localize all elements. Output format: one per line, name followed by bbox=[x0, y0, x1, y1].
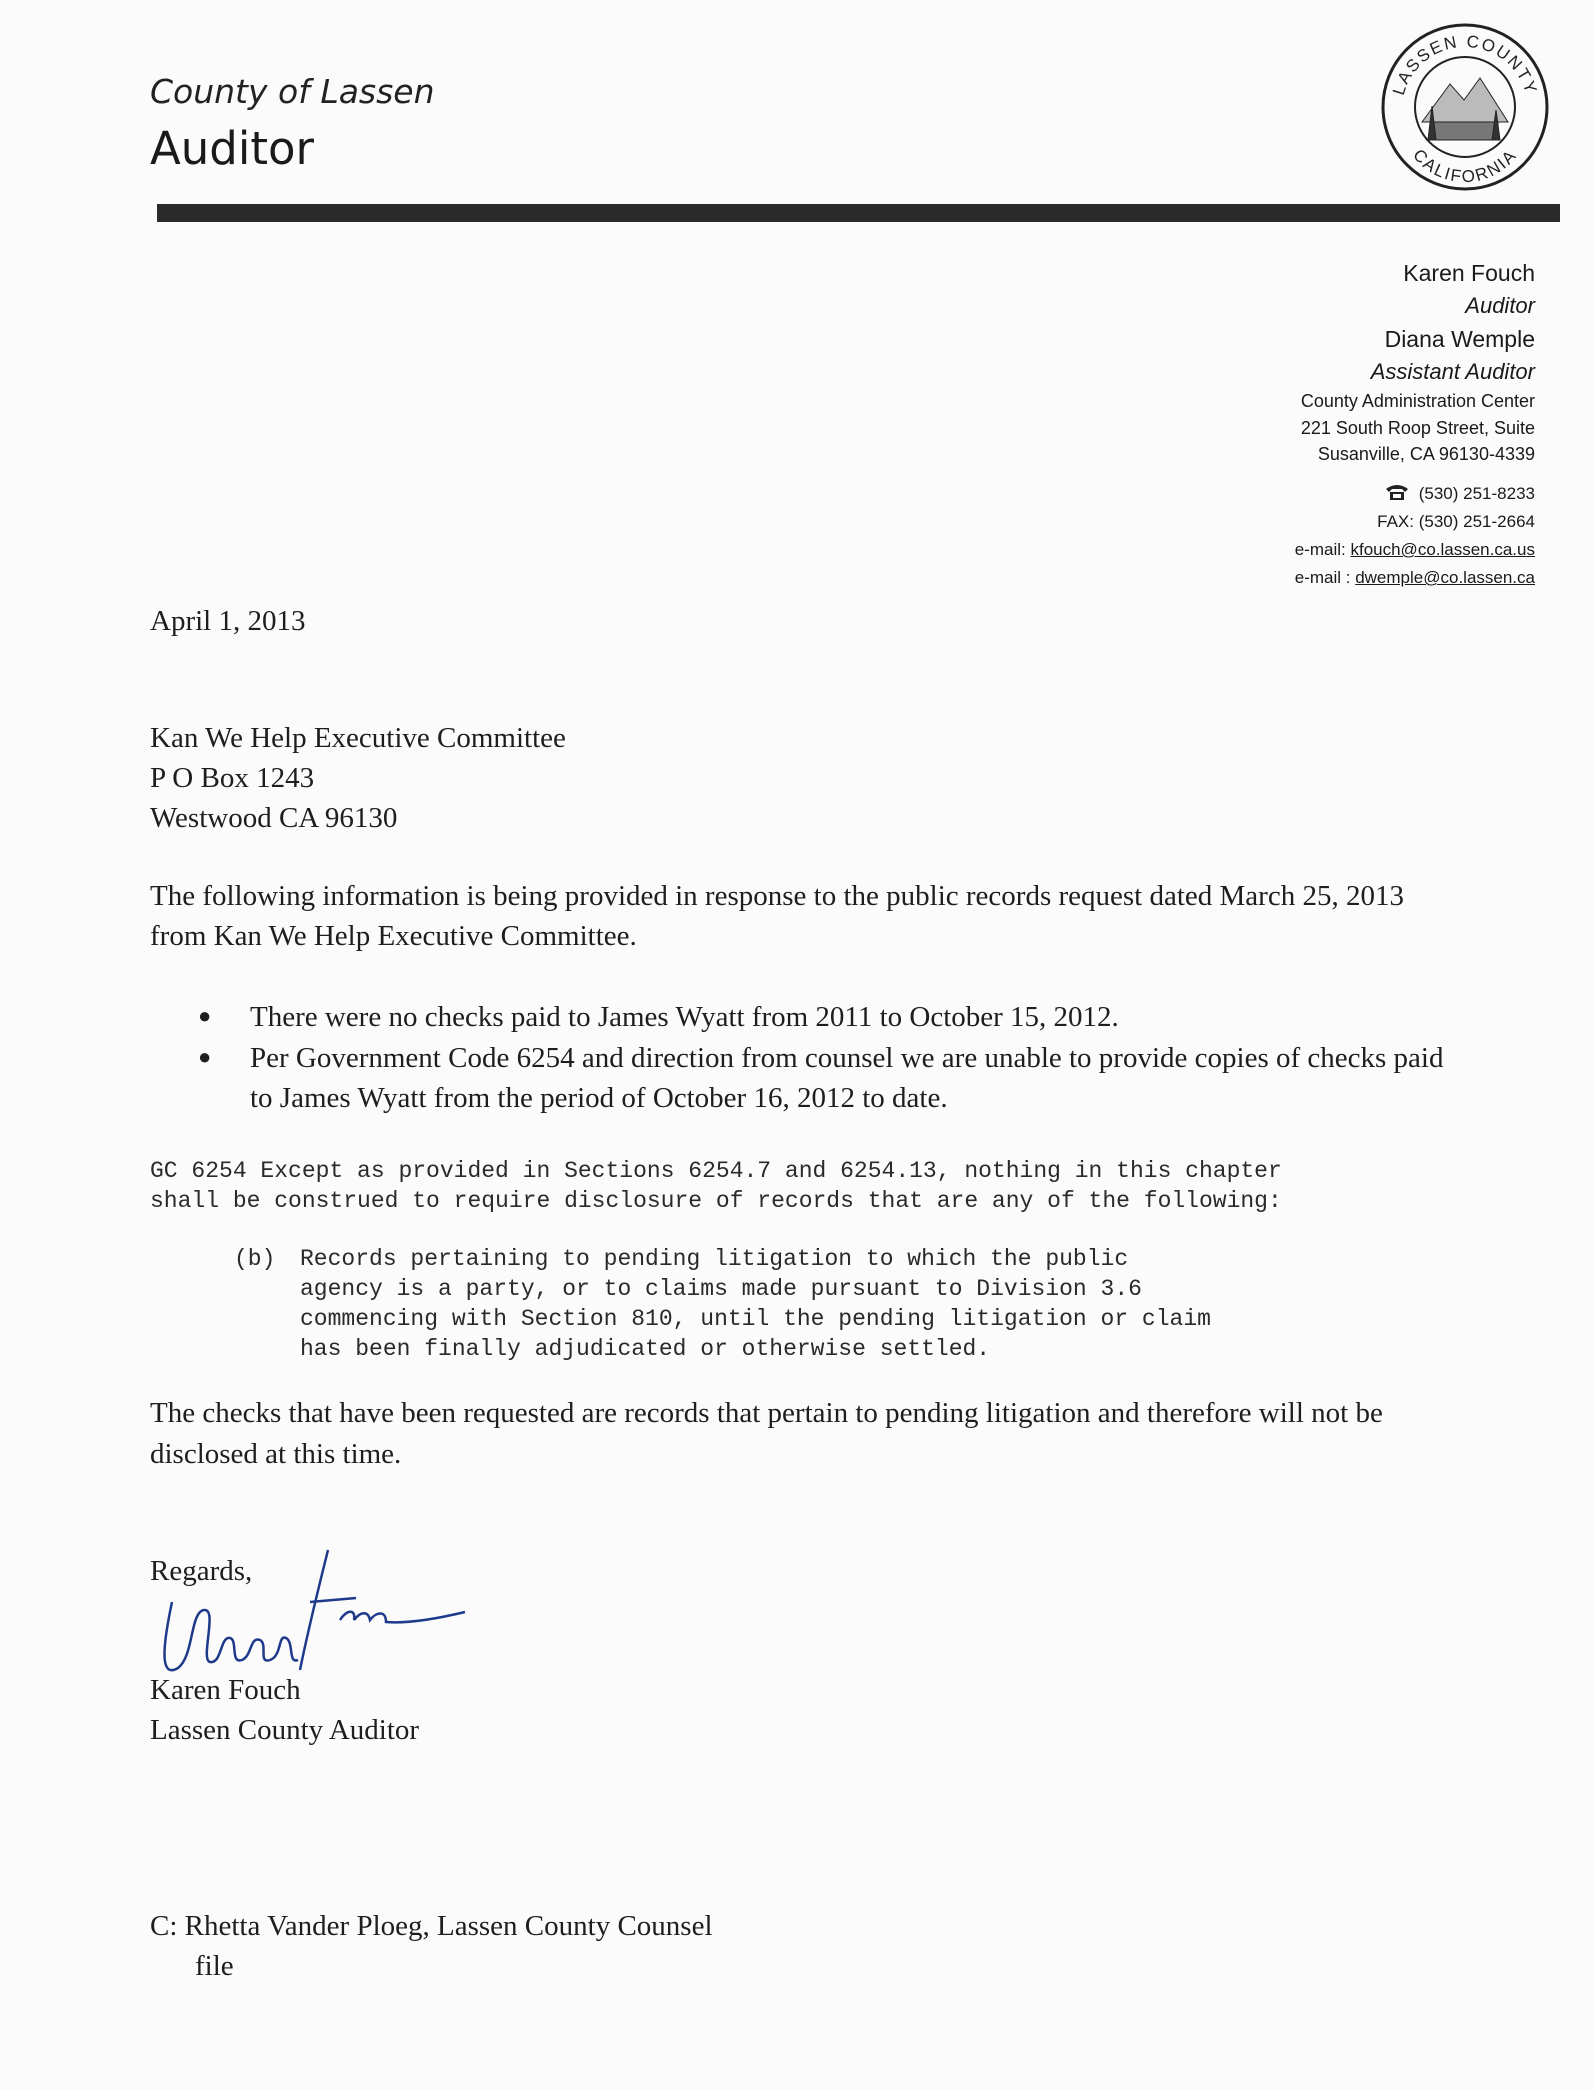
contact-title-assistant: Assistant Auditor bbox=[1370, 359, 1535, 384]
conclusion-line-2: disclosed at this time. bbox=[150, 1438, 402, 1470]
statute-line-2: shall be construed to require disclosure of records that are any of the following: bbox=[150, 1188, 1282, 1214]
bullet-marker-2: ● bbox=[198, 1044, 212, 1069]
email-link-1[interactable]: kfouch@co.lassen.ca.us bbox=[1350, 540, 1535, 559]
address-line-1: County Administration Center bbox=[1300, 391, 1535, 411]
signature-icon bbox=[150, 1540, 470, 1680]
bullet-2-line-1: Per Government Code 6254 and direction from counsel we are unable to provide copies of checks paid bbox=[250, 1042, 1444, 1074]
conclusion-line-1: The checks that have been requested are records that pertain to pending litigation and therefore will not be bbox=[150, 1397, 1383, 1429]
fax-number: (530) 251-2664 bbox=[1418, 512, 1535, 531]
svg-text:CALIFORNIA: CALIFORNIA bbox=[1409, 145, 1521, 187]
letter-date: April 1, 2013 bbox=[150, 605, 306, 637]
bullet-1-line-1: There were no checks paid to James Wyatt from 2011 to October 15, 2012. bbox=[250, 1001, 1119, 1033]
statute-line-1: GC 6254 Except as provided in Sections 6254.7 and 6254.13, nothing in this chapter bbox=[150, 1158, 1282, 1184]
phone-number: (530) 251-8233 bbox=[1418, 484, 1535, 503]
recipient-line-2: P O Box 1243 bbox=[150, 762, 315, 794]
fax-line bbox=[1115, 512, 1535, 532]
statute-sub-line-4: has been finally adjudicated or otherwise settled. bbox=[300, 1336, 991, 1362]
recipient-line-1: Kan We Help Executive Committee bbox=[150, 722, 566, 754]
department-name: Auditor bbox=[150, 122, 315, 175]
email-label-2: e-mail : bbox=[1294, 568, 1351, 587]
closing: Regards, bbox=[150, 1555, 253, 1587]
bullet-2-line-2: to James Wyatt from the period of October 16, 2012 to date. bbox=[250, 1082, 948, 1114]
bullet-marker-1: ● bbox=[198, 1003, 212, 1028]
contact-name-assistant: Diana Wemple bbox=[1384, 326, 1535, 352]
signer-name: Karen Fouch bbox=[150, 1674, 301, 1706]
fax-label: FAX: bbox=[1377, 512, 1414, 531]
address-line-2: 221 South Roop Street, Suite bbox=[1300, 418, 1535, 438]
email-line-2 bbox=[1115, 568, 1535, 588]
header-rule bbox=[157, 204, 1560, 222]
intro-line-1: The following information is being provided in response to the public records request dated March 25, 2013 bbox=[150, 880, 1404, 912]
email-line-1 bbox=[1115, 540, 1535, 560]
signer-title: Lassen County Auditor bbox=[150, 1714, 420, 1746]
org-name: County of Lassen bbox=[150, 72, 435, 111]
svg-text:LASSEN COUNTY: LASSEN COUNTY bbox=[1389, 31, 1542, 98]
email-label-1: e-mail: bbox=[1294, 540, 1346, 559]
telephone-icon bbox=[1385, 483, 1409, 501]
county-seal-icon bbox=[1380, 22, 1550, 192]
email-link-2[interactable]: dwemple@co.lassen.ca bbox=[1355, 568, 1535, 587]
address-line-3: Susanville, CA 96130-4339 bbox=[1317, 444, 1535, 464]
phone-line bbox=[1115, 483, 1535, 504]
intro-line-2: from Kan We Help Executive Committee. bbox=[150, 920, 637, 952]
contact-title-auditor: Auditor bbox=[1465, 293, 1535, 318]
recipient-line-3: Westwood CA 96130 bbox=[150, 802, 398, 834]
statute-sub-label: (b) bbox=[234, 1246, 276, 1272]
statute-sub-line-3: commencing with Section 810, until the pending litigation or claim bbox=[300, 1306, 1211, 1332]
cc-file: file bbox=[195, 1950, 234, 1982]
contact-name-auditor: Karen Fouch bbox=[1403, 260, 1535, 286]
statute-sub-line-1: Records pertaining to pending litigation to which the public bbox=[300, 1246, 1129, 1272]
cc-line: C: Rhetta Vander Ploeg, Lassen County Counsel bbox=[150, 1910, 713, 1942]
statute-sub-line-2: agency is a party, or to claims made pursuant to Division 3.6 bbox=[300, 1276, 1142, 1302]
